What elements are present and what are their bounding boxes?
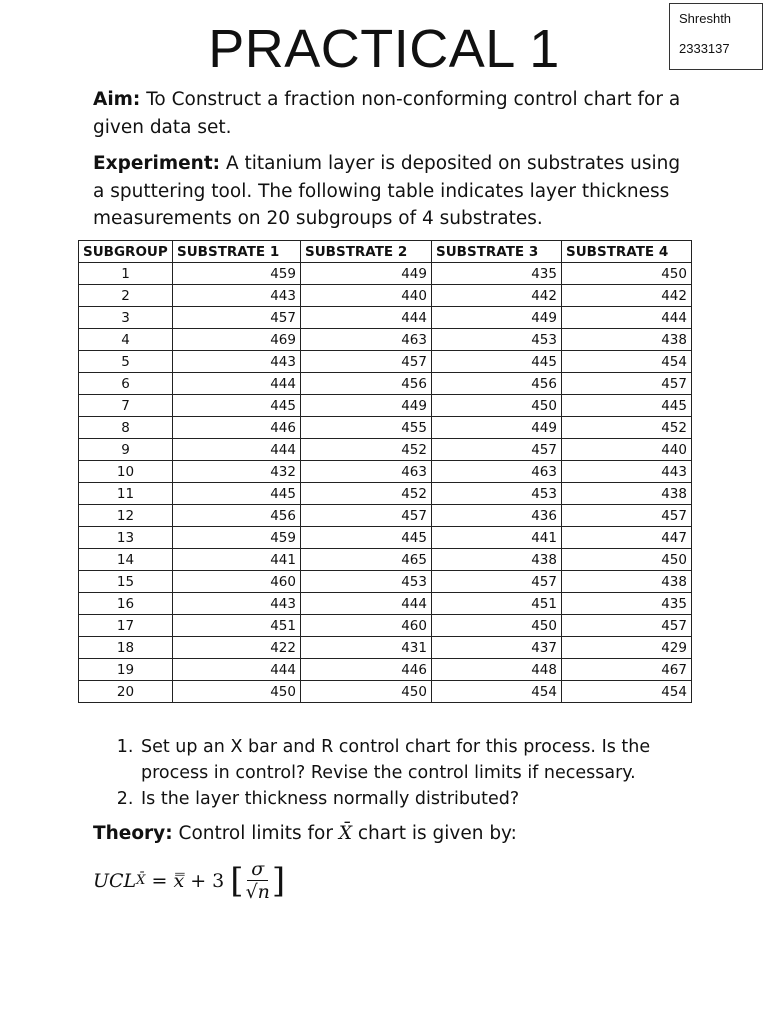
subgroup-cell: 1 (79, 263, 173, 285)
thickness-cell: 444 (301, 307, 432, 329)
table-row (79, 395, 692, 417)
thickness-cell: 449 (301, 395, 432, 417)
thickness-cell: 444 (173, 439, 301, 461)
thickness-cell: 437 (432, 637, 562, 659)
table-body (79, 263, 692, 703)
thickness-cell: 459 (173, 527, 301, 549)
thickness-cell: 469 (173, 329, 301, 351)
thickness-cell: 442 (562, 285, 692, 307)
thickness-cell: 457 (173, 307, 301, 329)
thickness-cell: 446 (301, 659, 432, 681)
table-row (79, 439, 692, 461)
thickness-cell: 445 (301, 527, 432, 549)
thickness-cell: 457 (562, 373, 692, 395)
xbar-symbol: X̄ (338, 823, 352, 844)
subgroup-cell: 7 (79, 395, 173, 417)
thickness-cell: 438 (562, 483, 692, 505)
subgroup-cell: 9 (79, 439, 173, 461)
thickness-cell: 450 (301, 681, 432, 703)
thickness-cell: 432 (173, 461, 301, 483)
thickness-cell: 435 (562, 593, 692, 615)
subgroup-cell: 2 (79, 285, 173, 307)
table-row (79, 351, 692, 373)
thickness-cell: 463 (301, 461, 432, 483)
column-header: SUBSTRATE 3 (432, 241, 562, 263)
thickness-cell: 454 (562, 681, 692, 703)
table-row (79, 637, 692, 659)
thickness-cell: 438 (562, 571, 692, 593)
page-title: PRACTICAL 1 (208, 19, 560, 79)
subgroup-cell: 4 (79, 329, 173, 351)
formula-grand-mean: x̿ (173, 869, 185, 892)
subgroup-cell: 6 (79, 373, 173, 395)
thickness-cell: 443 (173, 593, 301, 615)
formula-plus-three: + 3 (184, 869, 231, 892)
theory-paragraph (93, 820, 693, 848)
subgroup-cell: 15 (79, 571, 173, 593)
table-row (79, 373, 692, 395)
thickness-cell: 443 (173, 285, 301, 307)
thickness-cell: 457 (562, 615, 692, 637)
thickness-cell: 457 (432, 571, 562, 593)
column-header: SUBSTRATE 4 (562, 241, 692, 263)
thickness-cell: 457 (301, 351, 432, 373)
thickness-cell: 454 (432, 681, 562, 703)
thickness-cell: 459 (173, 263, 301, 285)
table-row (79, 263, 692, 285)
student-roll-number: 2333137 (679, 41, 730, 56)
thickness-cell: 449 (432, 307, 562, 329)
column-header: SUBSTRATE 1 (173, 241, 301, 263)
thickness-cell: 438 (432, 549, 562, 571)
thickness-cell: 441 (432, 527, 562, 549)
thickness-cell: 450 (432, 615, 562, 637)
table-row (79, 329, 692, 351)
thickness-cell: 451 (432, 593, 562, 615)
thickness-cell: 422 (173, 637, 301, 659)
thickness-cell: 446 (173, 417, 301, 439)
experiment-label: Experiment: (93, 153, 221, 174)
subgroup-cell: 11 (79, 483, 173, 505)
thickness-cell: 456 (432, 373, 562, 395)
left-bracket: [ (230, 860, 244, 901)
thickness-cell: 440 (562, 439, 692, 461)
subgroup-cell: 20 (79, 681, 173, 703)
thickness-cell: 457 (301, 505, 432, 527)
table-row (79, 307, 692, 329)
theory-text-before: Control limits for (172, 823, 339, 844)
table-row (79, 461, 692, 483)
thickness-cell: 442 (432, 285, 562, 307)
table-row (79, 659, 692, 681)
thickness-cell: 450 (562, 263, 692, 285)
thickness-cell: 429 (562, 637, 692, 659)
question-item: 2. Is the layer thickness normally distributed? (139, 786, 699, 812)
column-header: SUBGROUP (79, 241, 173, 263)
thickness-cell: 453 (432, 329, 562, 351)
table-row (79, 615, 692, 637)
ucl-formula (93, 858, 285, 903)
thickness-cell: 453 (301, 571, 432, 593)
thickness-cell: 454 (562, 351, 692, 373)
thickness-cell: 452 (301, 439, 432, 461)
thickness-cell: 451 (173, 615, 301, 637)
subgroup-cell: 8 (79, 417, 173, 439)
thickness-cell: 463 (432, 461, 562, 483)
table-row (79, 593, 692, 615)
theory-text-after: chart is given by: (351, 823, 517, 844)
thickness-cell: 444 (562, 307, 692, 329)
table-row (79, 549, 692, 571)
thickness-cell: 441 (173, 549, 301, 571)
thickness-cell: 447 (562, 527, 692, 549)
thickness-cell: 448 (432, 659, 562, 681)
subgroup-cell: 19 (79, 659, 173, 681)
subgroup-cell: 3 (79, 307, 173, 329)
question-item: 1. Set up an X bar and R control chart for this process. Is the process in control? Revise the control limits if necessary. (139, 734, 699, 786)
formula-equals: = (145, 869, 174, 892)
subgroup-cell: 12 (79, 505, 173, 527)
subgroup-cell: 17 (79, 615, 173, 637)
thickness-cell: 457 (432, 439, 562, 461)
table-header-row (79, 241, 692, 263)
experiment-paragraph (93, 150, 693, 233)
thickness-cell: 443 (562, 461, 692, 483)
subgroup-cell: 5 (79, 351, 173, 373)
thickness-cell: 450 (562, 549, 692, 571)
thickness-cell: 450 (173, 681, 301, 703)
table-row (79, 505, 692, 527)
table-row (79, 285, 692, 307)
thickness-cell: 456 (173, 505, 301, 527)
thickness-cell: 456 (301, 373, 432, 395)
subgroup-cell: 13 (79, 527, 173, 549)
thickness-cell: 444 (301, 593, 432, 615)
formula-numerator: σ (247, 858, 268, 881)
thickness-cell: 440 (301, 285, 432, 307)
thickness-cell: 449 (301, 263, 432, 285)
table-row (79, 417, 692, 439)
thickness-cell: 445 (173, 395, 301, 417)
thickness-cell: 436 (432, 505, 562, 527)
thickness-cell: 449 (432, 417, 562, 439)
subgroup-cell: 10 (79, 461, 173, 483)
column-header: SUBSTRATE 2 (301, 241, 432, 263)
formula-fraction (246, 858, 270, 903)
thickness-cell: 445 (432, 351, 562, 373)
thickness-cell: 452 (301, 483, 432, 505)
thickness-cell: 450 (432, 395, 562, 417)
formula-lhs-subscript: X̄ (136, 873, 146, 888)
experiment-text: A titanium layer is deposited on substrates using a sputtering tool. The following table indicates layer thickness measurements on 20 subgroups of 4 substrates. (93, 153, 681, 229)
thickness-cell: 460 (301, 615, 432, 637)
student-id-box (669, 3, 763, 70)
thickness-cell: 444 (173, 659, 301, 681)
thickness-cell: 467 (562, 659, 692, 681)
right-bracket: ] (271, 860, 286, 901)
thickness-cell: 444 (173, 373, 301, 395)
theory-label: Theory: (93, 823, 173, 844)
table-row (79, 681, 692, 703)
formula-lhs: UCL (93, 869, 137, 892)
thickness-cell: 443 (173, 351, 301, 373)
thickness-cell: 453 (432, 483, 562, 505)
thickness-cell: 460 (173, 571, 301, 593)
thickness-cell: 445 (562, 395, 692, 417)
thickness-cell: 465 (301, 549, 432, 571)
aim-paragraph (93, 86, 693, 141)
table-row (79, 571, 692, 593)
thickness-cell: 455 (301, 417, 432, 439)
question-list (93, 734, 699, 812)
thickness-cell: 435 (432, 263, 562, 285)
table-row (79, 527, 692, 549)
subgroup-cell: 14 (79, 549, 173, 571)
subgroup-cell: 16 (79, 593, 173, 615)
thickness-cell: 452 (562, 417, 692, 439)
thickness-cell: 463 (301, 329, 432, 351)
thickness-cell: 438 (562, 329, 692, 351)
aim-label: Aim: (93, 89, 141, 110)
thickness-cell: 445 (173, 483, 301, 505)
aim-text: To Construct a fraction non-conforming control chart for a given data set. (93, 89, 681, 138)
table-row (79, 483, 692, 505)
thickness-cell: 431 (301, 637, 432, 659)
subgroup-cell: 18 (79, 637, 173, 659)
thickness-cell: 457 (562, 505, 692, 527)
formula-denominator: √n (245, 881, 270, 903)
thickness-data-table (78, 240, 692, 703)
student-name: Shreshth (679, 11, 732, 26)
